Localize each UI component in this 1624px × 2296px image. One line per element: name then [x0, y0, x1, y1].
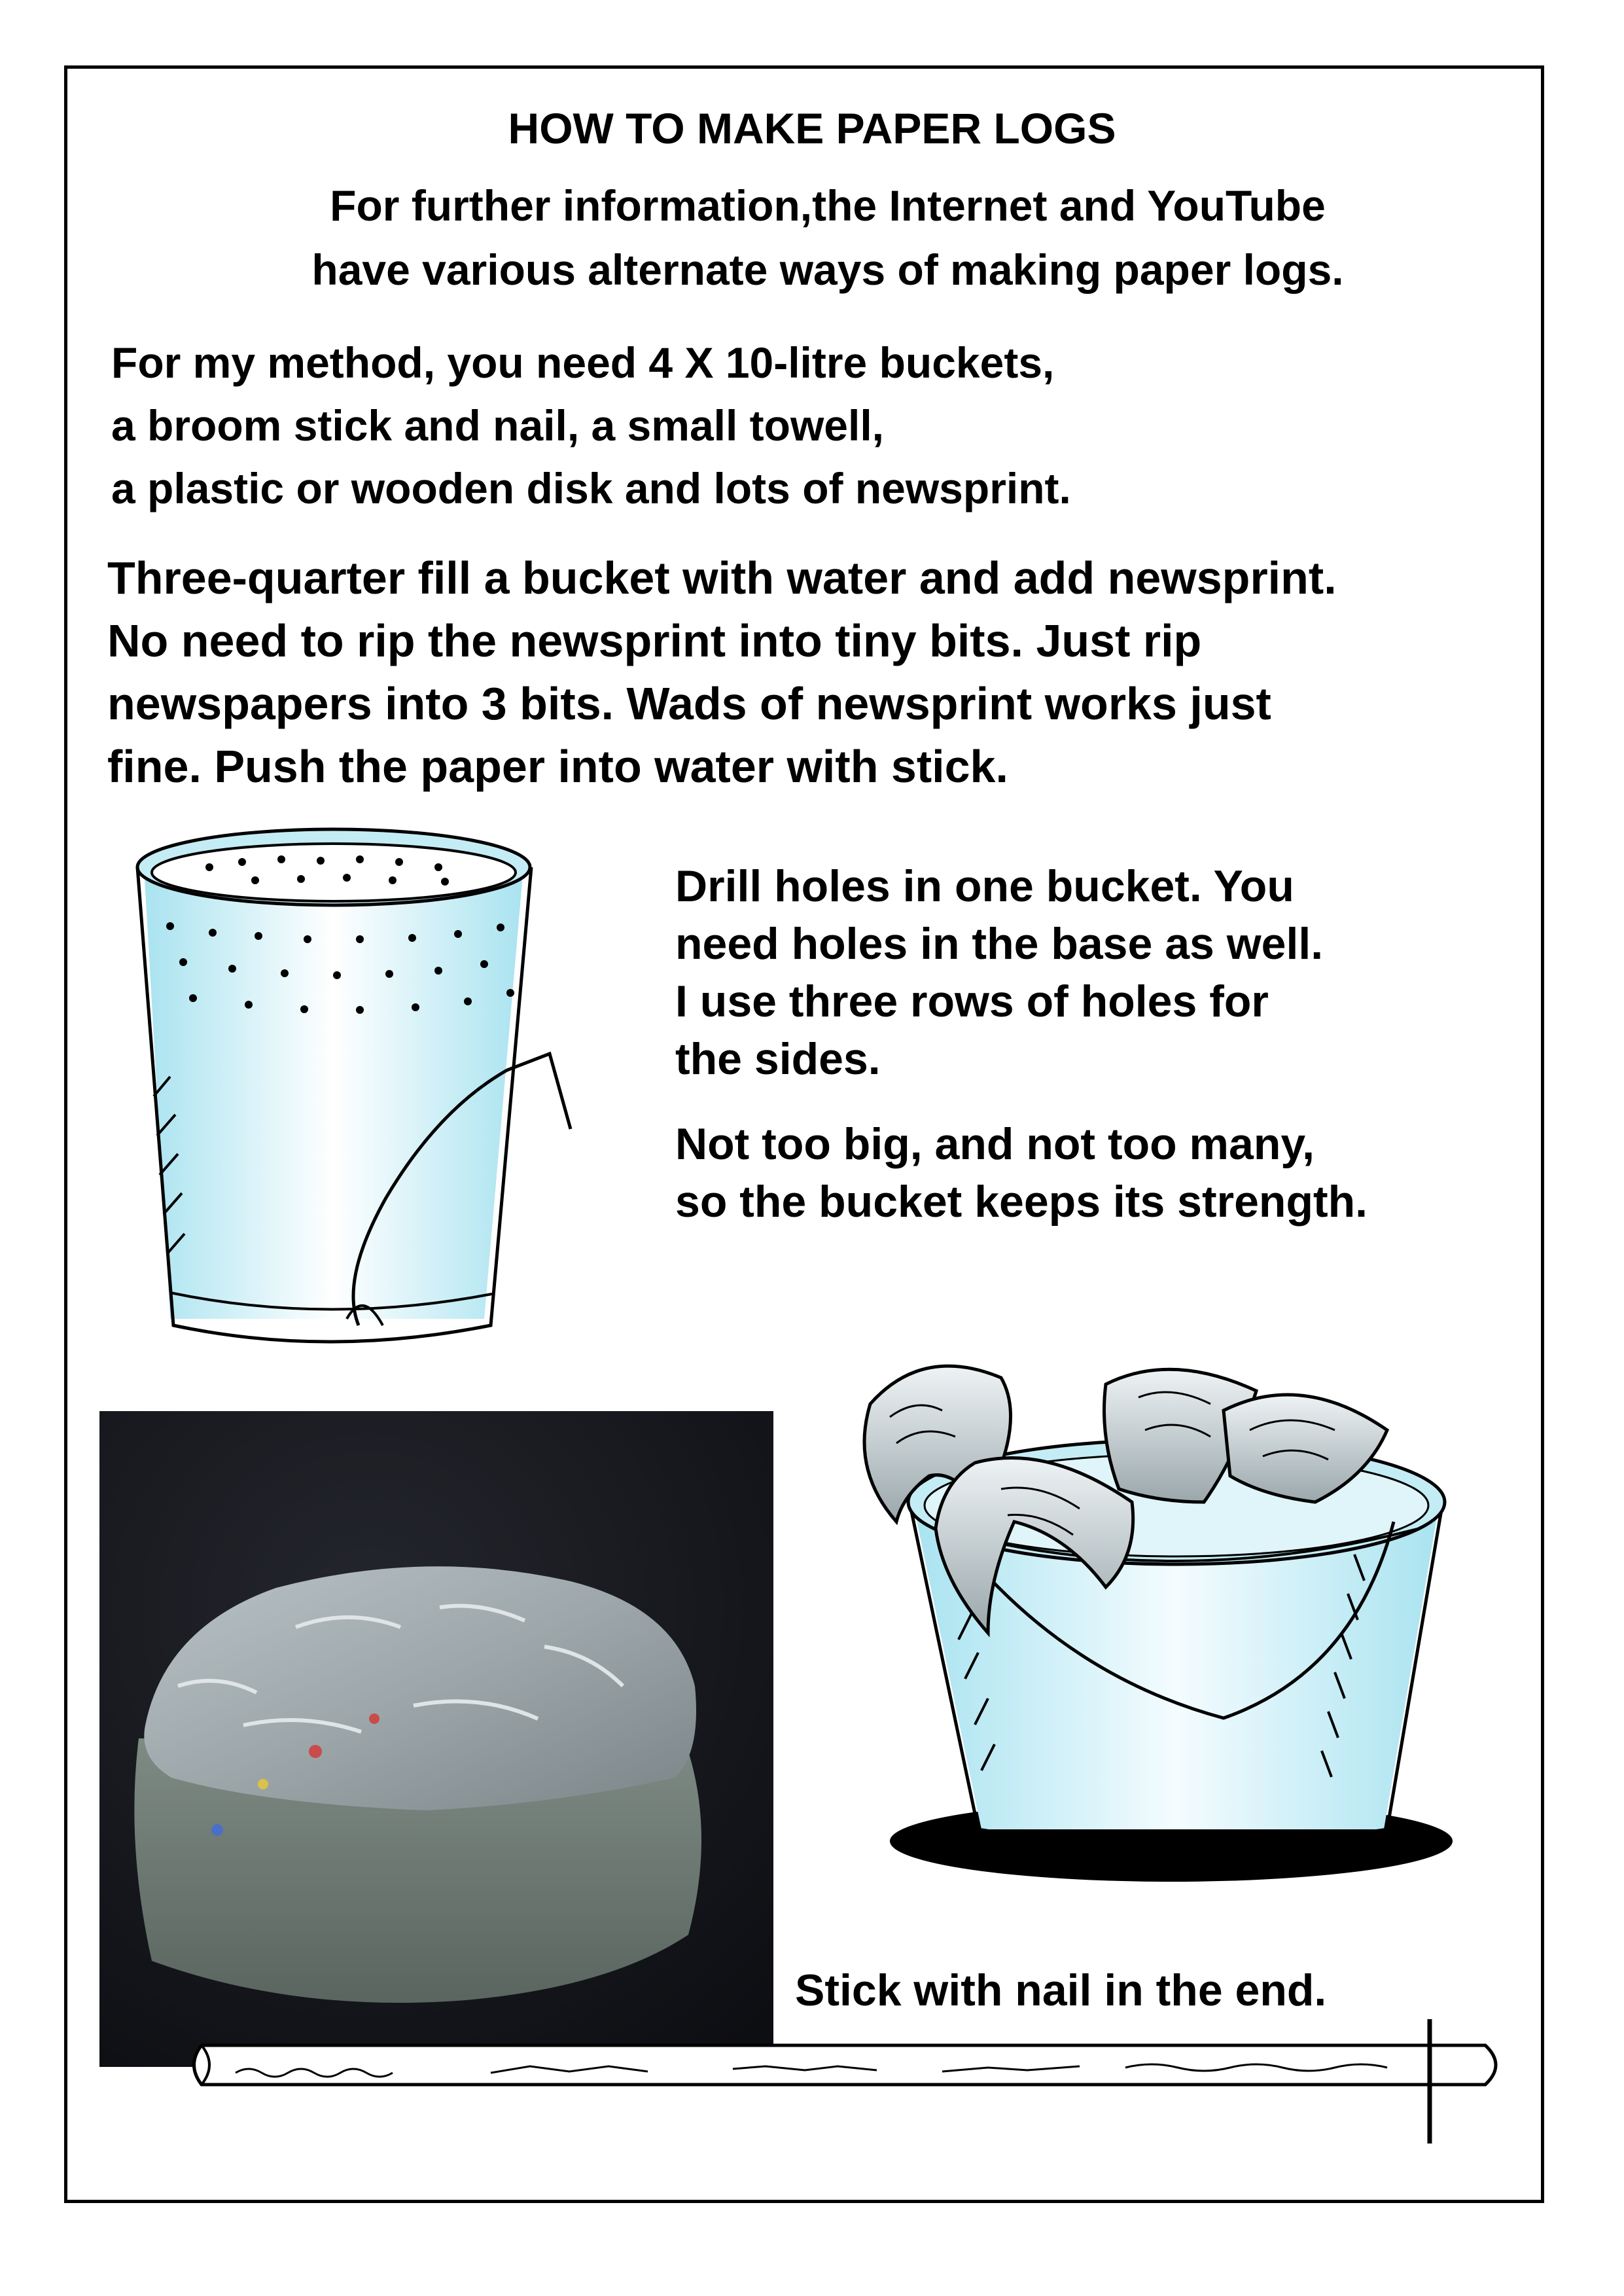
paragraph-line: the sides.: [675, 1034, 881, 1084]
paper-log-photo: [99, 1411, 773, 2067]
soaking-paragraph: [107, 547, 1337, 798]
page-title: HOW TO MAKE PAPER LOGS: [508, 104, 1116, 152]
paragraph-line: Not too big, and not too many,: [675, 1119, 1315, 1169]
bucket-with-newsprint-drawing: [831, 1306, 1498, 1895]
paragraph-line: need holes in the base as well.: [675, 919, 1324, 969]
paragraph-line: so the bucket keeps its strength.: [675, 1177, 1368, 1227]
broom-stick-with-nail-drawing: [183, 2026, 1518, 2150]
intro-line: have various alternate ways of making paper logs.: [311, 245, 1344, 294]
drill-paragraph: [675, 857, 1323, 1088]
paragraph-line: For my method, you need 4 X 10-litre buckets,: [111, 338, 1055, 387]
materials-paragraph: [111, 331, 1071, 520]
paragraph-line: Drill holes in one bucket. You: [675, 861, 1294, 911]
strength-paragraph: [675, 1115, 1368, 1230]
intro-text: [0, 173, 1624, 302]
paragraph-line: I use three rows of holes for: [675, 977, 1269, 1026]
paragraph-line: a broom stick and nail, a small towell,: [111, 401, 885, 450]
paper-log-photo-art: [99, 1411, 773, 2067]
stick-caption: Stick with nail in the end.: [795, 1965, 1327, 2015]
paragraph-line: No need to rip the newsprint into tiny bits. Just rip: [107, 615, 1202, 666]
paragraph-line: newspapers into 3 bits. Wads of newsprint works just: [107, 678, 1271, 729]
paragraph-line: a plastic or wooden disk and lots of newsprint.: [111, 464, 1071, 512]
bucket-with-holes-drawing: [92, 821, 602, 1397]
intro-line: For further information,the Internet and YouTube: [330, 181, 1326, 230]
paragraph-line: fine. Push the paper into water with stick.: [107, 741, 1008, 792]
paragraph-line: Three-quarter fill a bucket with water and add newsprint.: [107, 552, 1337, 603]
